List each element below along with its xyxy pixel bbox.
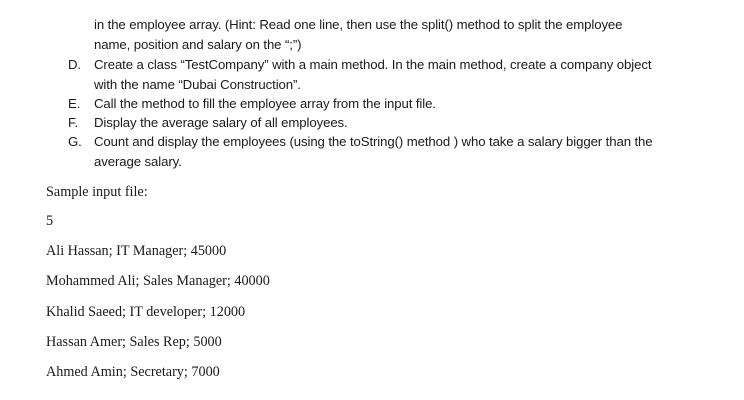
sample-entry: Mohammed Ali; Sales Manager; 40000: [46, 273, 270, 289]
list-item-text: Display the average salary of all employees.: [94, 115, 348, 130]
list-item-text: Create a class “TestCompany” with a main method. In the main method, create a company object: [94, 57, 652, 72]
sample-entry: Ali Hassan; IT Manager; 45000: [46, 243, 227, 259]
sample-entry: Hassan Amer; Sales Rep; 5000: [46, 334, 222, 350]
list-item-marker: F.: [68, 115, 79, 130]
list-item-marker: G.: [68, 134, 82, 149]
list-item-marker: E.: [68, 96, 81, 111]
list-item-text: Count and display the employees (using the toString() method ) who take a salary bigger than the: [94, 134, 653, 149]
list-item-marker: D.: [68, 57, 81, 72]
continuation-line: name, position and salary on the “;”): [94, 37, 302, 52]
sample-entry: Khalid Saeed; IT developer; 12000: [46, 304, 246, 320]
sample-count: 5: [46, 213, 54, 229]
list-item-text: average salary.: [94, 154, 182, 169]
continuation-line: in the employee array. (Hint: Read one line, then use the split() method to split the employee: [94, 17, 623, 32]
list-item-text: with the name “Dubai Construction”.: [94, 77, 301, 92]
sample-entry: Ahmed Amin; Secretary; 7000: [46, 364, 220, 380]
list-item-text: Call the method to fill the employee array from the input file.: [94, 96, 436, 111]
sample-heading: Sample input file:: [46, 184, 148, 200]
